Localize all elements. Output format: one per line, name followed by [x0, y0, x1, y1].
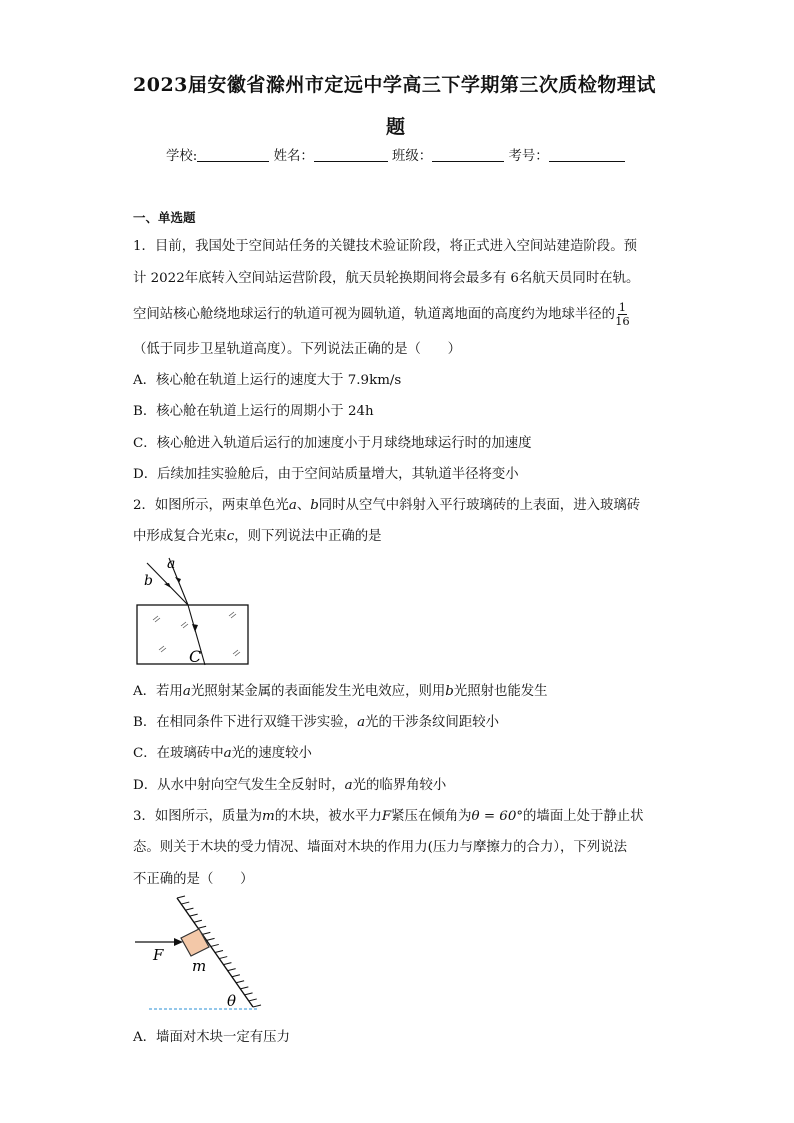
- hatch-line: [198, 926, 206, 928]
- q1-line3: [133, 301, 630, 328]
- symbol-a: a: [344, 778, 353, 793]
- q2-text: 同时从空气中斜射入平行玻璃砖的上表面，进入玻璃砖: [318, 498, 641, 513]
- name-blank: [314, 147, 388, 162]
- separator: 、: [296, 498, 311, 513]
- class-blank: [432, 147, 504, 162]
- q1-line2: 计 2022年底转入空间站运营阶段，航天员轮换期间将会最多有 6名航天员同时在轨。: [133, 271, 640, 286]
- hatch-line: [190, 914, 198, 916]
- option-text: 光的临界角较小: [352, 778, 447, 793]
- symbol-c: c: [226, 529, 235, 544]
- symbol-a: a: [182, 684, 191, 699]
- student-info-line: [166, 145, 625, 164]
- wooden-block: [181, 929, 209, 956]
- school-blank: [197, 147, 269, 162]
- q3-line2: 态。则关于木块的受力情况、墙面对木块的作用力(压力与摩擦力的合力），下列说法: [133, 840, 627, 855]
- hatch-line: [219, 957, 227, 959]
- q1-line4: （低于同步卫星轨道高度）。下列说法正确的是（ ）: [133, 342, 462, 357]
- class-label: 班级：: [392, 149, 433, 164]
- symbol-a: a: [223, 746, 232, 761]
- glass-brick-figure: [133, 552, 258, 670]
- hatch-line: [236, 981, 244, 983]
- hatch-line: [185, 908, 193, 910]
- symbol-b: b: [310, 498, 319, 513]
- hatch-line: [245, 993, 253, 995]
- name-label: 姓名：: [273, 149, 314, 164]
- ray-b-arrow-icon: [164, 583, 171, 588]
- label-m: m: [192, 957, 207, 975]
- symbol-a: a: [288, 498, 297, 513]
- q1-option-b: B．核心舱在轨道上运行的周期小于 24h: [133, 404, 374, 419]
- q1-line3-text: 空间站核心舱绕地球运行的轨道可视为圆轨道，轨道离地面的高度约为地球半径的: [133, 307, 616, 322]
- q2-option-d: [133, 774, 446, 793]
- exam-title-line2: 题: [386, 116, 406, 138]
- hatch-line: [215, 951, 223, 953]
- hatch-line: [211, 944, 219, 946]
- symbol-m: m: [262, 809, 275, 824]
- symbol-a: a: [357, 715, 366, 730]
- hatch-line: [228, 969, 236, 971]
- q3-line1: [133, 805, 644, 824]
- q2-option-c: [133, 742, 312, 761]
- section-heading: 一、单选题: [133, 210, 196, 225]
- q3-line3: 不正确的是（ ）: [133, 872, 254, 887]
- option-text: 光的干涉条纹间距较小: [365, 715, 499, 730]
- id-label: 考号：: [508, 149, 549, 164]
- q3-text: 的墙面上处于静止状: [523, 809, 644, 824]
- ray-a-arrow-icon: [175, 577, 181, 583]
- q1-option-d: D．后续加挂实验舱后，由于空间站质量增大，其轨道半径将变小: [133, 467, 519, 482]
- q2-option-b: [133, 711, 499, 730]
- q2-line1: [133, 494, 640, 513]
- hatch-line: [207, 938, 215, 940]
- label-a: a: [167, 556, 176, 572]
- angle-value: θ = 60°: [471, 809, 524, 824]
- q2-option-a: [133, 680, 548, 699]
- q3-text: 3．如图所示，质量为: [133, 809, 263, 824]
- option-text: B．在相同条件下进行双缝干涉实验，: [133, 715, 358, 730]
- q3-option-a: A．墙面对木块一定有压力: [133, 1030, 290, 1045]
- q2-text: ，则下列说法中正确的是: [234, 529, 382, 544]
- hatch-line: [177, 896, 185, 898]
- hatch-line: [223, 963, 231, 965]
- q2-line2: [133, 525, 382, 544]
- option-text: 光照射某金属的表面能发生光电效应，则用: [190, 684, 446, 699]
- q1-line1: 1．目前，我国处于空间站任务的关键技术验证阶段，将正式进入空间站建造阶段。预: [133, 239, 637, 254]
- label-b: b: [144, 573, 153, 589]
- q3-text: 的木块，被水平力: [274, 809, 382, 824]
- school-label: 学校:: [166, 149, 198, 164]
- q2-text: 中形成复合光束: [133, 529, 227, 544]
- q3-text: 紧压在倾角为: [391, 809, 472, 824]
- option-text: 光的速度较小: [231, 746, 312, 761]
- label-c: C: [189, 647, 202, 666]
- symbol-b: b: [445, 684, 454, 699]
- option-text: C．在玻璃砖中: [133, 746, 224, 761]
- symbol-f: F: [381, 809, 392, 824]
- label-f: F: [153, 946, 164, 964]
- hatch-line: [240, 987, 248, 989]
- hatch-line: [249, 999, 257, 1001]
- q1-fraction: [615, 301, 630, 328]
- label-theta: θ: [227, 992, 237, 1010]
- option-text: 光照射也能发生: [453, 684, 548, 699]
- q2-text: 2．如图所示，两束单色光: [133, 498, 289, 513]
- hatch-line: [202, 932, 210, 934]
- exam-title-line1: 2023届安徽省滁州市定远中学高三下学期第三次质检物理试: [133, 74, 656, 96]
- hatch-line: [194, 920, 202, 922]
- hatch-line: [181, 902, 189, 904]
- q1-option-c: C．核心舱进入轨道后运行的加速度小于月球绕地球运行时的加速度: [133, 436, 532, 451]
- inclined-wall-figure: [133, 893, 273, 1015]
- fraction-denominator: 16: [615, 314, 630, 328]
- option-text: A．若用: [133, 684, 183, 699]
- hatch-line: [253, 1005, 261, 1007]
- option-text: D．从水中射向空气发生全反射时，: [133, 778, 345, 793]
- id-blank: [549, 147, 625, 162]
- q1-option-a: A．核心舱在轨道上运行的速度大于 7.9km/s: [133, 373, 402, 388]
- fraction-numerator: 1: [618, 300, 627, 314]
- hatch-line: [232, 975, 240, 977]
